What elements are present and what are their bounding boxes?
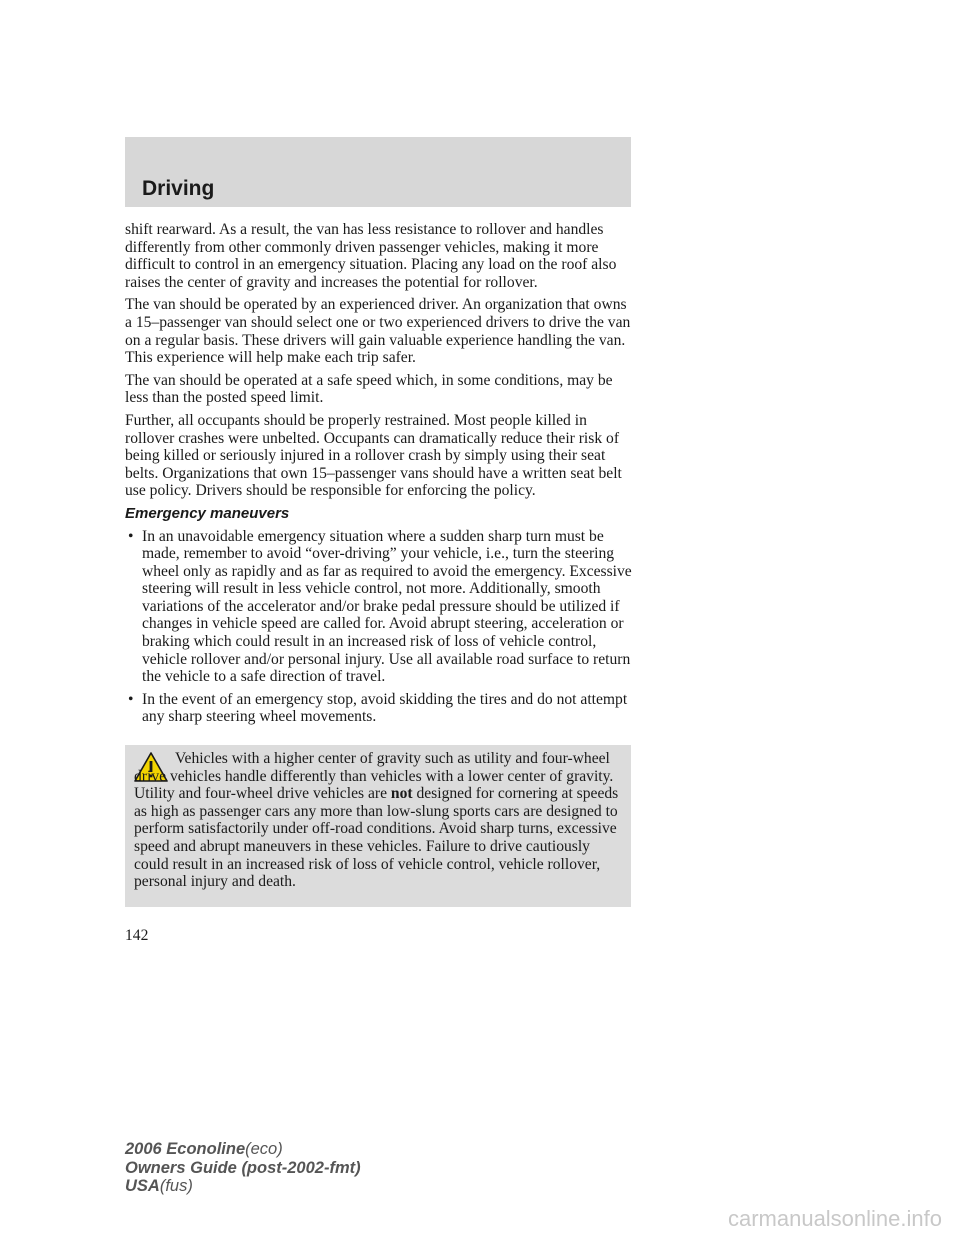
footer-line xyxy=(125,1177,361,1196)
bullet-item xyxy=(125,691,633,726)
warning-box xyxy=(125,745,631,907)
warning-text-part: Vehicles with a higher center of gravity such as utility and four-wheel drive vehicles handle differently than vehicles with a lower center of gravity. Utility and four-wheel drive vehicles are xyxy=(134,750,614,803)
paragraph: shift rearward. As a result, the van has less resistance to rollover and handles differently from other commonly driven passenger vehicles, making it more difficult to control in an emergency situation. Placing any load on the roof also raises the center of gravity and increases the potential for rollover. xyxy=(125,221,617,291)
bullet-icon: • xyxy=(128,527,134,545)
footer-market: USA xyxy=(125,1177,160,1195)
page-content xyxy=(125,221,633,731)
section-title: Driving xyxy=(142,177,215,200)
watermark: carmanualsonline.info xyxy=(727,1206,942,1231)
paragraph: Further, all occupants should be properly restrained. Most people killed in rollover crashes were unbelted. Occupants can dramatically reduce their risk of being killed or seriously injured in a rollover crash by simply using their seat belts. Organizations that own 15–passenger vans should have a written seat belt use policy. Drivers should be responsible for enforcing the policy. xyxy=(125,411,622,500)
page-number: 142 xyxy=(125,927,149,944)
section-header xyxy=(125,137,631,207)
document-footer xyxy=(125,1140,361,1196)
warning-text xyxy=(134,750,626,891)
warning-text-part: designed for cornering at speeds as high as passenger cars any more than low-slung sports cars are designed to perform satisfactorily under off-road conditions. Avoid sharp turns, excessive speed and abrupt maneuvers in these vehicles. Failure to drive cautiously could result in an increased risk of loss of vehicle control, vehicle rollover, personal injury and death. xyxy=(134,785,619,891)
subsection-heading: Emergency maneuvers xyxy=(125,504,290,522)
bullet-item xyxy=(125,528,633,686)
bullet-text: In an unavoidable emergency situation where a sudden sharp turn must be made, remember to avoid “over-driving” your vehicle, i.e., turn the steering wheel only as rapidly and as far as required to avoid the emergency. Excessive steering will result in less vehicle control, not more. Additionally, smooth variations of the accelerator and/or brake pedal pressure should be utilized if changes in vehicle speed are called for. Avoid abrupt steering, acceleration or braking which could result in an increased risk of loss of vehicle control, vehicle rollover and/or personal injury. Use all available road surface to return the vehicle to a safe direction of travel. xyxy=(142,527,632,686)
bullet-text: In the event of an emergency stop, avoid skidding the tires and do not attempt any sharp steering wheel movements. xyxy=(142,690,628,726)
footer-line xyxy=(125,1140,361,1159)
footer-guide: Owners Guide (post-2002-fmt) xyxy=(125,1158,361,1177)
paragraph: The van should be operated by an experienced driver. An organization that owns a 15–passenger van should select one or two experienced drivers to drive the van on a regular basis. These drivers will gain valuable experience handling the van. This experience will help make each trip safer. xyxy=(125,296,631,367)
warning-emphasis: not xyxy=(390,785,413,803)
paragraph: The van should be operated at a safe speed which, in some conditions, may be less than the posted speed limit. xyxy=(125,371,613,407)
footer-model: 2006 Econoline xyxy=(125,1140,246,1158)
bullet-icon: • xyxy=(128,690,134,708)
footer-code: (fus) xyxy=(159,1177,193,1195)
footer-code: (eco) xyxy=(245,1140,283,1158)
